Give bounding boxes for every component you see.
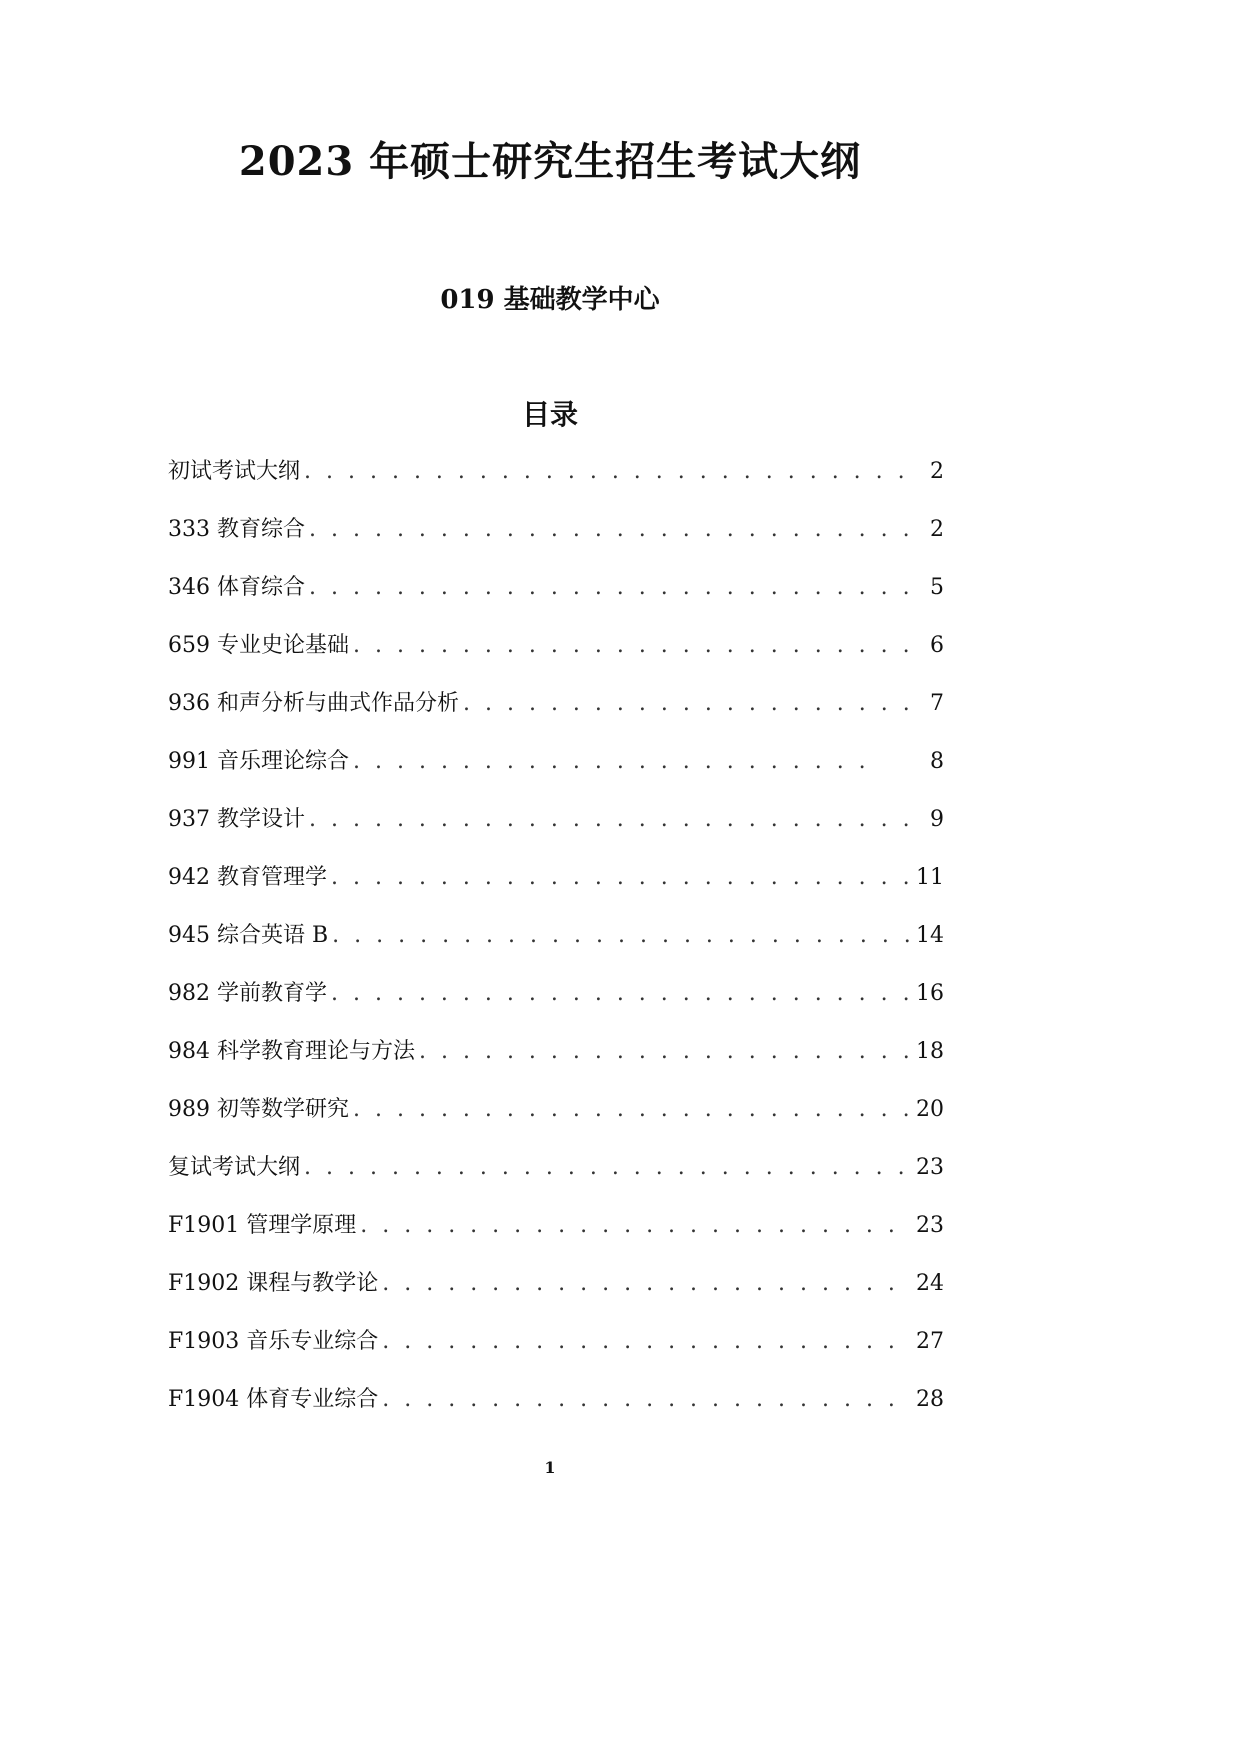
toc-entry[interactable] [168, 1322, 944, 1380]
toc-entry-label: F1904 体育专业综合 [168, 1387, 379, 1412]
toc-leader-dots [331, 974, 910, 1014]
page-number: 1 [544, 1458, 556, 1477]
toc-leader-dots [331, 858, 910, 898]
toc-leader-dots [309, 510, 916, 550]
toc-entry[interactable] [168, 1264, 944, 1322]
toc-entry-label: F1901 管理学原理 [168, 1213, 357, 1238]
toc-entry-page: 20 [916, 1097, 944, 1122]
toc-entry-label: 936 和声分析与曲式作品分析 [168, 691, 459, 716]
toc-entry[interactable] [168, 858, 944, 916]
toc-heading: 目录 [521, 398, 578, 431]
toc-entry[interactable] [168, 974, 944, 1032]
toc-leader-dots [353, 742, 868, 782]
toc-entry[interactable] [168, 510, 944, 568]
toc-entry-page: 2 [930, 459, 944, 484]
toc-entry-page: 9 [930, 807, 944, 832]
document-title: 2023 年硕士研究生招生考试大纲 [238, 138, 862, 185]
toc-entry-page: 11 [916, 865, 944, 890]
toc-entry-label: 346 体育综合 [168, 575, 305, 600]
toc-entry[interactable] [168, 568, 944, 626]
toc-entry-page: 27 [916, 1329, 944, 1354]
toc-leader-dots [382, 1264, 910, 1304]
toc-entry-label: 945 综合英语 B [168, 923, 329, 948]
table-of-contents [168, 452, 944, 1438]
toc-entry-label: 初试考试大纲 [168, 459, 301, 484]
toc-leader-dots [419, 1032, 910, 1072]
toc-entry[interactable] [168, 626, 944, 684]
toc-entry-page: 23 [916, 1155, 944, 1180]
toc-entry-label: 659 专业史论基础 [168, 633, 349, 658]
toc-entry[interactable] [168, 1090, 944, 1148]
toc-leader-dots [309, 800, 916, 840]
toc-leader-dots [309, 568, 916, 608]
toc-entry-label: F1902 课程与教学论 [168, 1271, 379, 1296]
toc-entry-page: 8 [930, 749, 944, 774]
toc-entry[interactable] [168, 916, 944, 974]
toc-entry[interactable] [168, 742, 944, 800]
document-subtitle: 019 基础教学中心 [440, 285, 660, 315]
toc-entry[interactable] [168, 452, 944, 510]
toc-entry-page: 23 [916, 1213, 944, 1238]
toc-entry-label: 991 音乐理论综合 [168, 749, 349, 774]
toc-leader-dots [304, 452, 916, 492]
toc-leader-dots [332, 916, 910, 956]
toc-entry-label: 989 初等数学研究 [168, 1097, 349, 1122]
toc-leader-dots [360, 1206, 910, 1246]
toc-entry-page: 2 [930, 517, 944, 542]
toc-entry-label: F1903 音乐专业综合 [168, 1329, 379, 1354]
toc-leader-dots [304, 1148, 910, 1188]
toc-entry-page: 18 [916, 1039, 944, 1064]
toc-entry-label: 937 教学设计 [168, 807, 305, 832]
toc-entry-label: 982 学前教育学 [168, 981, 327, 1006]
toc-entry-page: 24 [916, 1271, 944, 1296]
toc-leader-dots [353, 1090, 910, 1130]
toc-entry-label: 984 科学教育理论与方法 [168, 1039, 415, 1064]
toc-leader-dots [382, 1322, 910, 1362]
toc-entry[interactable] [168, 1380, 944, 1438]
toc-entry[interactable] [168, 684, 944, 742]
toc-entry-page: 28 [916, 1387, 944, 1412]
toc-entry[interactable] [168, 1032, 944, 1090]
toc-entry[interactable] [168, 800, 944, 858]
toc-entry-page: 6 [930, 633, 944, 658]
toc-entry[interactable] [168, 1148, 944, 1206]
toc-leader-dots [463, 684, 916, 724]
toc-entry-label: 333 教育综合 [168, 517, 305, 542]
toc-entry-page: 7 [930, 691, 944, 716]
toc-entry[interactable] [168, 1206, 944, 1264]
toc-leader-dots [353, 626, 916, 666]
toc-entry-page: 5 [930, 575, 944, 600]
toc-leader-dots [382, 1380, 910, 1420]
toc-entry-label: 942 教育管理学 [168, 865, 327, 890]
toc-entry-page: 14 [916, 923, 944, 948]
toc-entry-label: 复试考试大纲 [168, 1155, 301, 1180]
toc-entry-page: 16 [916, 981, 944, 1006]
